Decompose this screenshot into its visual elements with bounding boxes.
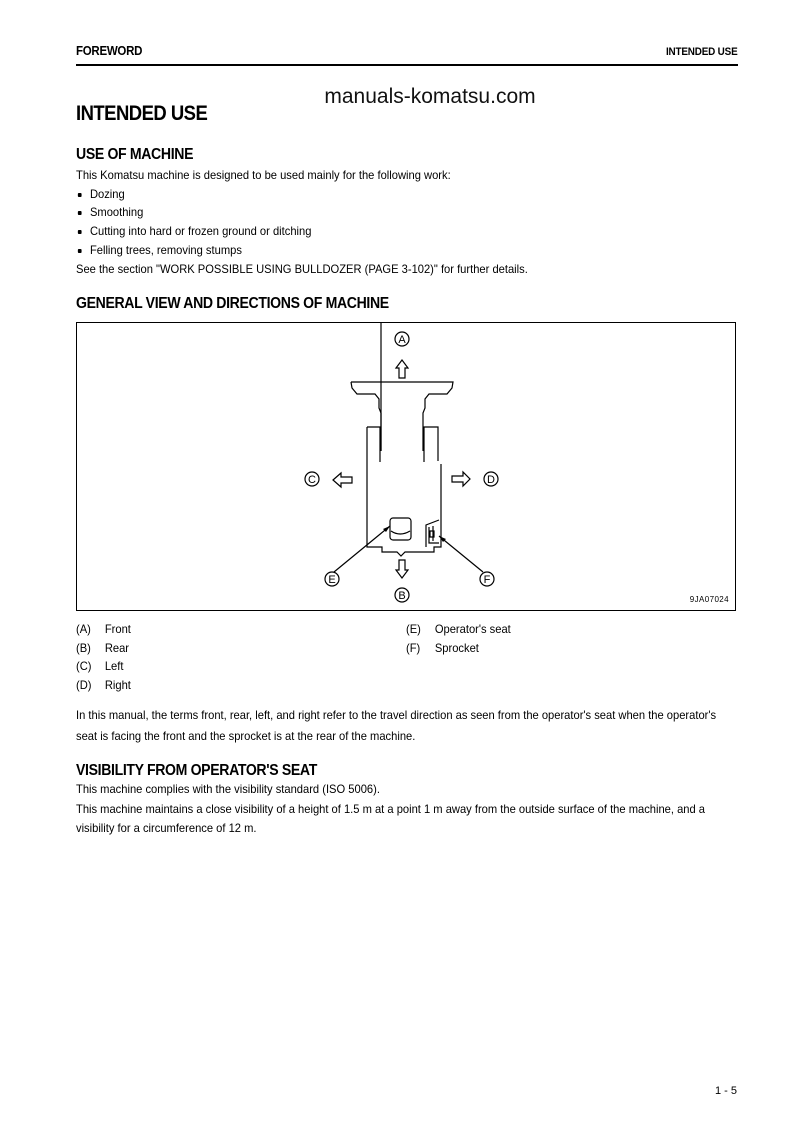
legend-label: Left <box>104 659 124 674</box>
legend-left <box>76 620 131 695</box>
callout-c: C <box>308 474 316 486</box>
legend-item <box>76 639 131 658</box>
visibility-standard-text: This machine complies with the visibility standard (ISO 5006). <box>76 782 380 796</box>
legend-label: Sprocket <box>434 640 479 655</box>
legend-key: (C) <box>76 659 92 674</box>
direction-note: In this manual, the terms front, rear, left, and right refer to the travel direction as seen from the operator's seat when the operator's seat is facing the front and the sprocket is at the rear of the machine. <box>76 708 717 743</box>
legend-item <box>406 639 511 658</box>
legend-key: (A) <box>76 622 91 636</box>
list-item: Dozing <box>76 185 528 204</box>
list-item: Cutting into hard or frozen ground or ditching <box>76 222 528 241</box>
legend-item <box>406 620 511 639</box>
see-also-reference: See the section "WORK POSSIBLE USING BULLDOZER (PAGE 3-102)" for further details. <box>76 261 528 276</box>
running-header-section: FOREWORD <box>76 44 143 58</box>
legend-key: (E) <box>406 622 421 636</box>
machine-diagram <box>76 322 736 611</box>
visibility-detail-text: This machine maintains a close visibility of a height of 1.5 m at a point 1 m away from the outside surface of the machine, and a visibility for a circumference of 12 m. <box>76 801 706 835</box>
list-item: Felling trees, removing stumps <box>76 241 528 260</box>
legend-item <box>76 657 131 676</box>
running-header-topic: INTENDED USE <box>665 46 737 58</box>
legend-key: (B) <box>76 640 91 655</box>
visibility-section <box>76 780 738 839</box>
list-item: Smoothing <box>76 203 528 222</box>
callout-e: E <box>328 574 336 586</box>
callout-a: A <box>398 334 406 346</box>
watermark: manuals-komatsu.com <box>324 85 536 108</box>
page-title: INTENDED USE <box>76 102 208 125</box>
figure-code: 9JA07024 <box>689 595 729 604</box>
legend-right <box>406 620 511 657</box>
callout-f: F <box>483 574 491 586</box>
legend-label: Operator's seat <box>434 622 511 636</box>
work-list <box>76 185 528 260</box>
header-divider <box>76 64 738 66</box>
legend-label: Right <box>104 678 131 693</box>
section-title-general-view: GENERAL VIEW AND DIRECTIONS OF MACHINE <box>76 295 389 312</box>
section-title-visibility: VISIBILITY FROM OPERATOR'S SEAT <box>76 762 317 779</box>
section-title-use-of-machine: USE OF MACHINE <box>76 146 194 163</box>
legend-key: (D) <box>76 678 92 693</box>
legend-label: Front <box>104 622 131 636</box>
callout-b: B <box>398 590 406 602</box>
legend-label: Rear <box>104 640 130 655</box>
legend-key: (F) <box>406 640 421 655</box>
legend-item <box>76 676 131 695</box>
use-of-machine-section <box>76 166 528 278</box>
callout-d: D <box>487 474 495 486</box>
machine-outline-drawing <box>77 323 737 612</box>
use-intro: This Komatsu machine is designed to be used mainly for the following work: <box>76 168 451 182</box>
legend-item <box>76 620 131 639</box>
page-number: 1 - 5 <box>714 1085 737 1097</box>
